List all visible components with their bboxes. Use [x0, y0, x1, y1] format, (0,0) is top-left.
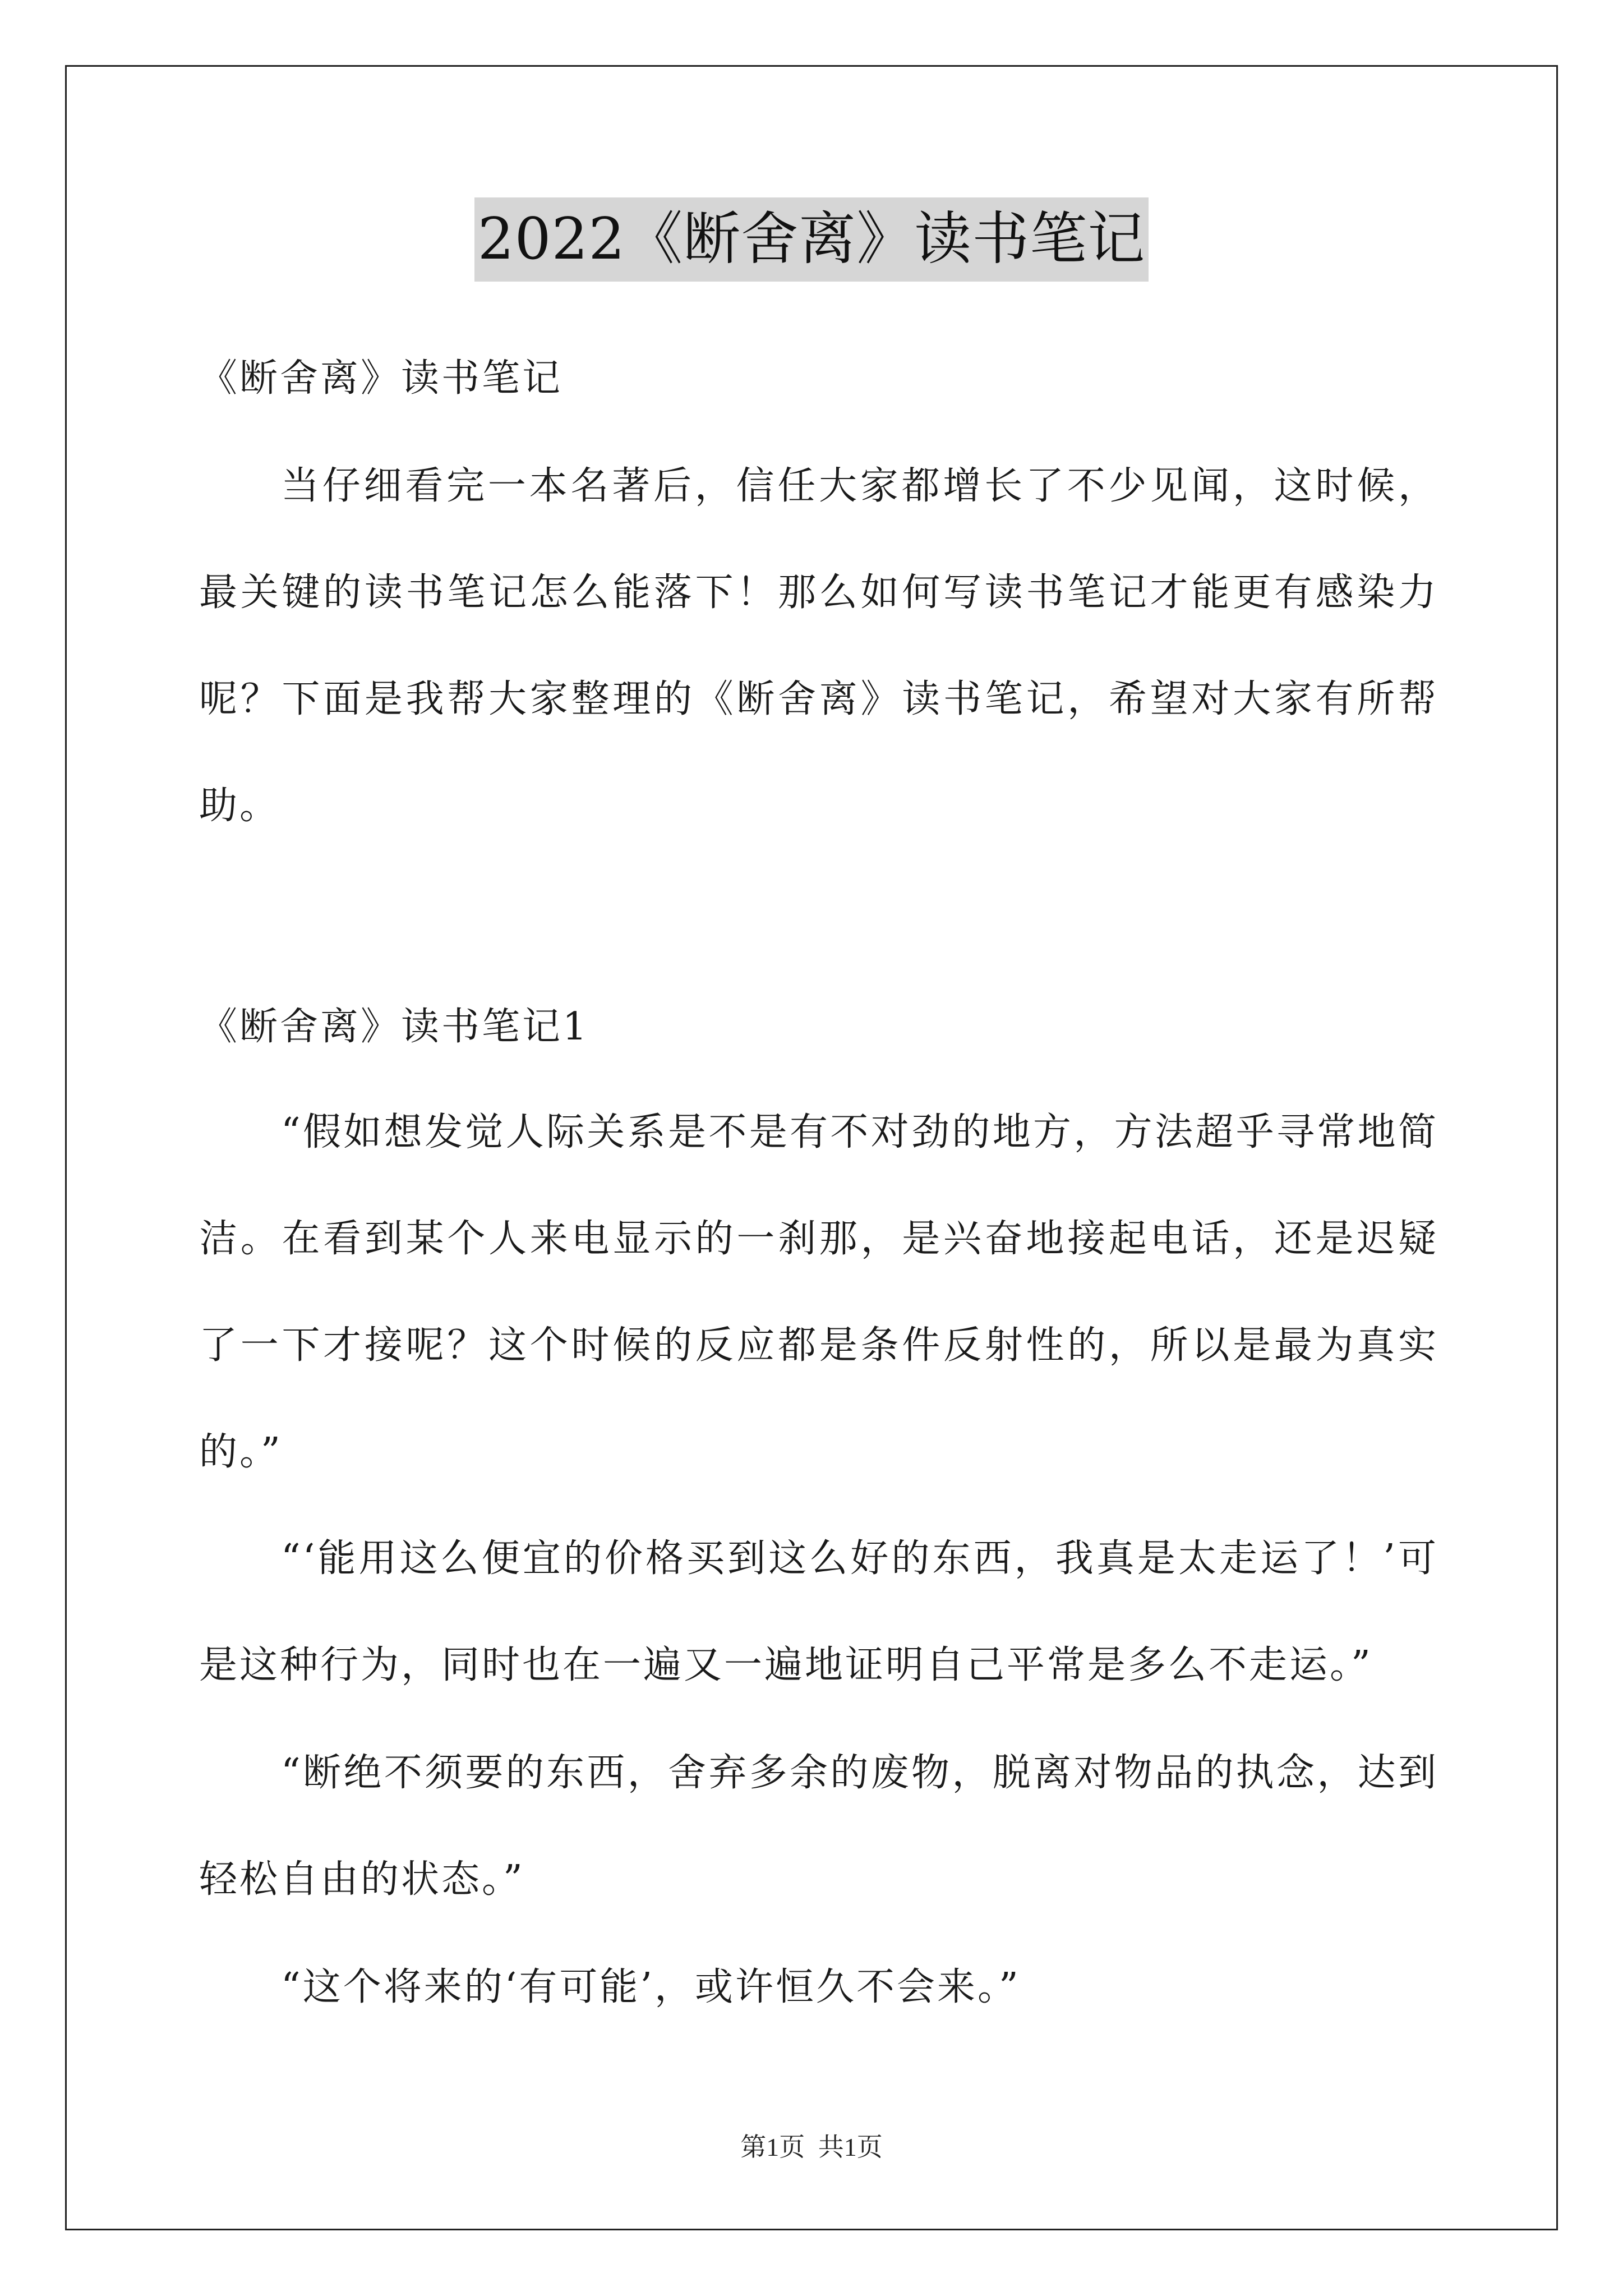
quote-paragraph-3: “断绝不须要的东西，舍弃多余的废物，脱离对物品的执念，达到轻松自由的状态。”	[199, 1751, 1438, 1902]
intro-paragraph: 当仔细看完一本名著后，信任大家都增长了不少见闻，这时候，最关键的读书笔记怎么能落下！那么如何写读书笔记才能更有感染力呢？下面是我帮大家整理的《断舍离》读书笔记，希望对大家有所帮助。	[199, 464, 1438, 828]
page-total: 共1页	[818, 2133, 883, 2161]
quote-paragraph-2: “‘能用这么便宜的价格买到这么好的东西，我真是太走运了！’可是这种行为，同时也在一遍又一遍地证明自己平常是多么不走运。”	[199, 1536, 1438, 1687]
page-footer	[0, 2131, 1623, 2164]
page-number: 第1页	[740, 2133, 805, 2161]
intro-heading: 《断舍离》读书笔记	[199, 356, 563, 401]
title-container	[0, 197, 1623, 282]
quote-paragraph-4: “这个将来的‘有可能’，或许恒久不会来。”	[281, 1965, 1021, 2009]
document-title: 2022《断舍离》读书笔记	[474, 197, 1149, 282]
quote-paragraph-1: “假如想发觉人际关系是不是有不对劲的地方，方法超乎寻常地简洁。在看到某个人来电显示的一刹那，是兴奋地接起电话，还是迟疑了一下才接呢？这个时候的反应都是条件反射性的，所以是最为真实的。”	[199, 1110, 1438, 1474]
section-heading: 《断舍离》读书笔记1	[199, 1005, 589, 1049]
